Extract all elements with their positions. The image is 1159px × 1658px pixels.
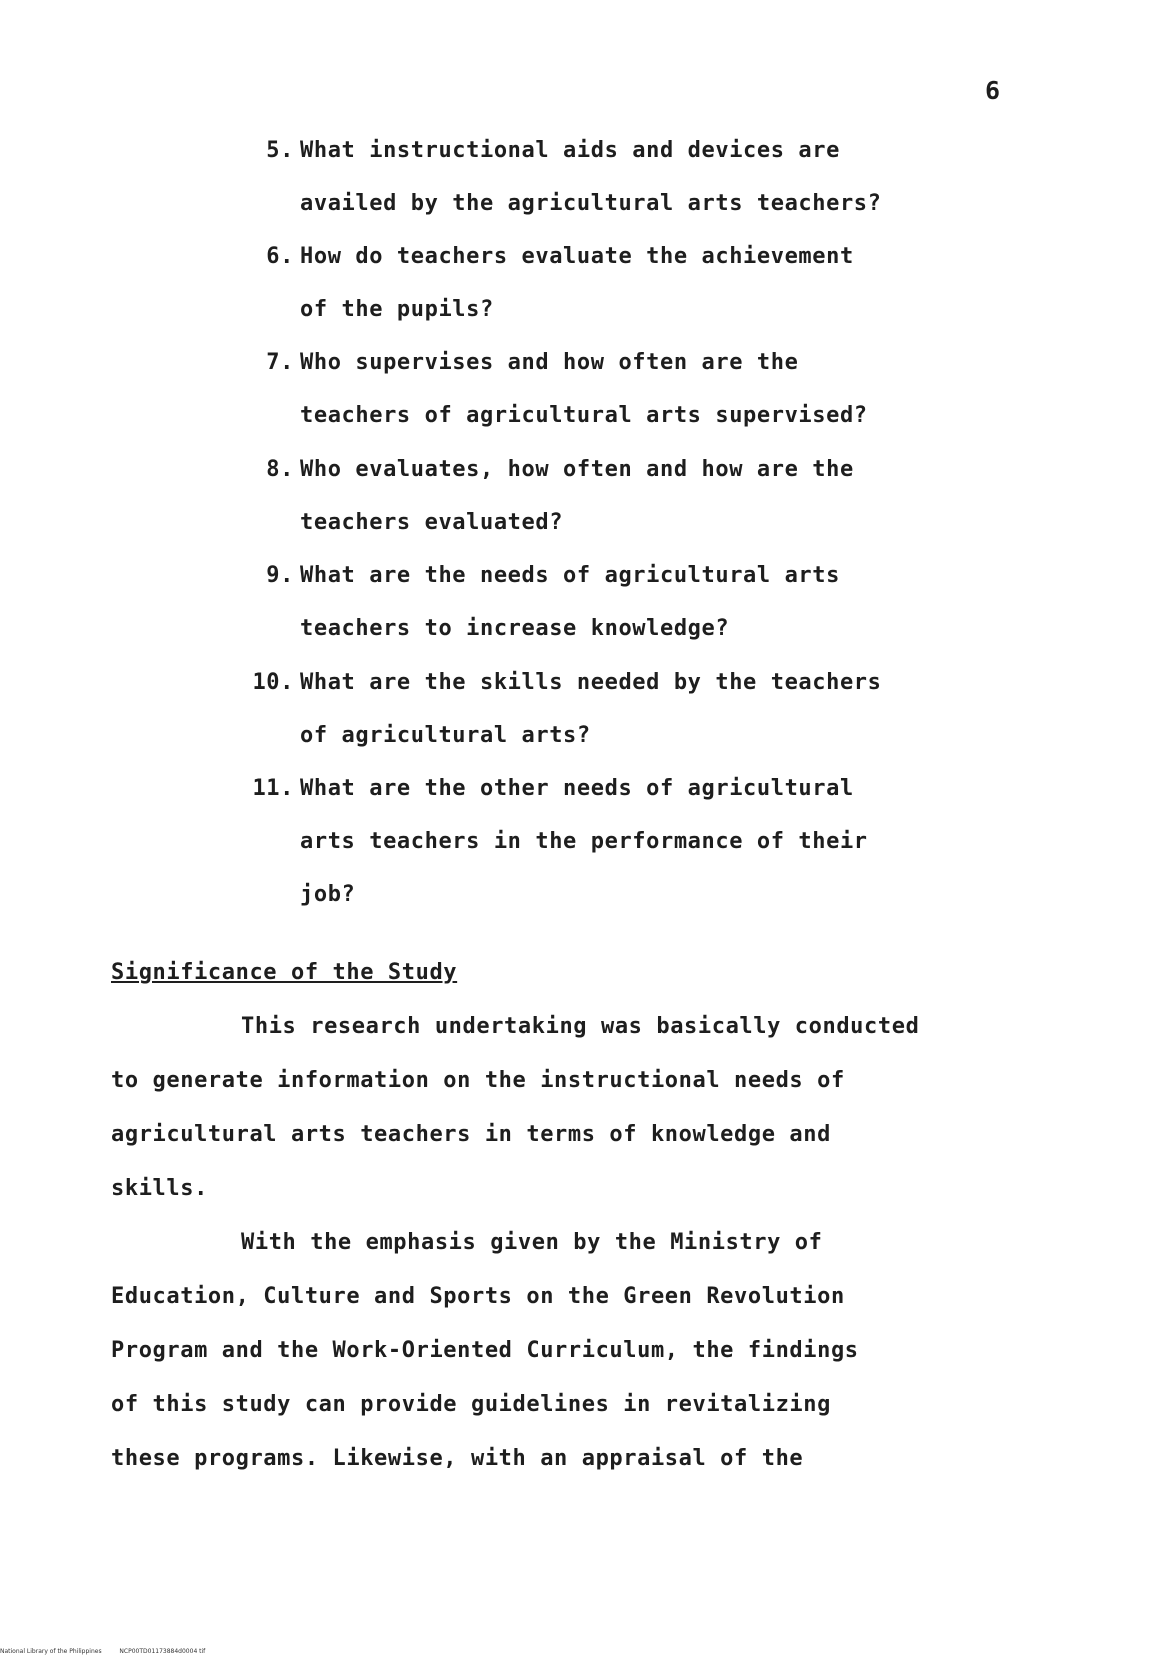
scan-footer xyxy=(0,1648,205,1655)
question-line: What are the skills needed by the teachers xyxy=(300,670,882,695)
paragraph-line: Program and the Work-Oriented Curriculum, the findings xyxy=(111,1338,859,1363)
question-number: 5. xyxy=(266,138,294,163)
question-number: 9. xyxy=(266,563,294,588)
paragraph-line: agricultural arts teachers in terms of knowledge and xyxy=(111,1122,831,1147)
section-heading: Significance of the Study xyxy=(111,960,458,985)
question-line: availed by the agricultural arts teachers? xyxy=(300,191,882,216)
question-line: arts teachers in the performance of their xyxy=(300,829,868,854)
question-number: 7. xyxy=(266,350,294,375)
question-line: job? xyxy=(300,882,356,907)
question-line: How do teachers evaluate the achievement xyxy=(300,244,854,269)
question-line: teachers of agricultural arts supervised? xyxy=(300,403,868,428)
question-line: What are the other needs of agricultural xyxy=(300,776,854,801)
footer-library: National Library of the Philippines xyxy=(0,1648,102,1655)
question-line: of agricultural arts? xyxy=(300,723,591,748)
paragraph-line: skills. xyxy=(111,1176,208,1201)
paragraph-line: With the emphasis given by the Ministry of xyxy=(241,1230,823,1255)
paragraph-line: these programs. Likewise, with an appraisal of the xyxy=(111,1446,804,1471)
question-line: What instructional aids and devices are xyxy=(300,138,840,163)
question-line: Who evaluates, how often and how are the xyxy=(300,457,854,482)
question-line: teachers to increase knowledge? xyxy=(300,616,730,641)
question-number: 11. xyxy=(252,776,294,801)
question-number: 10. xyxy=(252,670,294,695)
question-line: of the pupils? xyxy=(300,297,494,322)
footer-code: NCP00TD01173884d0004 tif xyxy=(119,1648,206,1655)
question-number: 8. xyxy=(266,457,294,482)
paragraph-line: to generate information on the instructional needs of xyxy=(111,1068,845,1093)
question-line: Who supervises and how often are the xyxy=(300,350,799,375)
question-line: What are the needs of agricultural arts xyxy=(300,563,840,588)
question-number: 6. xyxy=(266,244,294,269)
page-number: 6 xyxy=(985,76,1001,105)
question-line: teachers evaluated? xyxy=(300,510,564,535)
paragraph-line: of this study can provide guidelines in revitalizing xyxy=(111,1392,831,1417)
paragraph-line: Education, Culture and Sports on the Green Revolution xyxy=(111,1284,845,1309)
paragraph-line: This research undertaking was basically conducted xyxy=(241,1014,920,1039)
